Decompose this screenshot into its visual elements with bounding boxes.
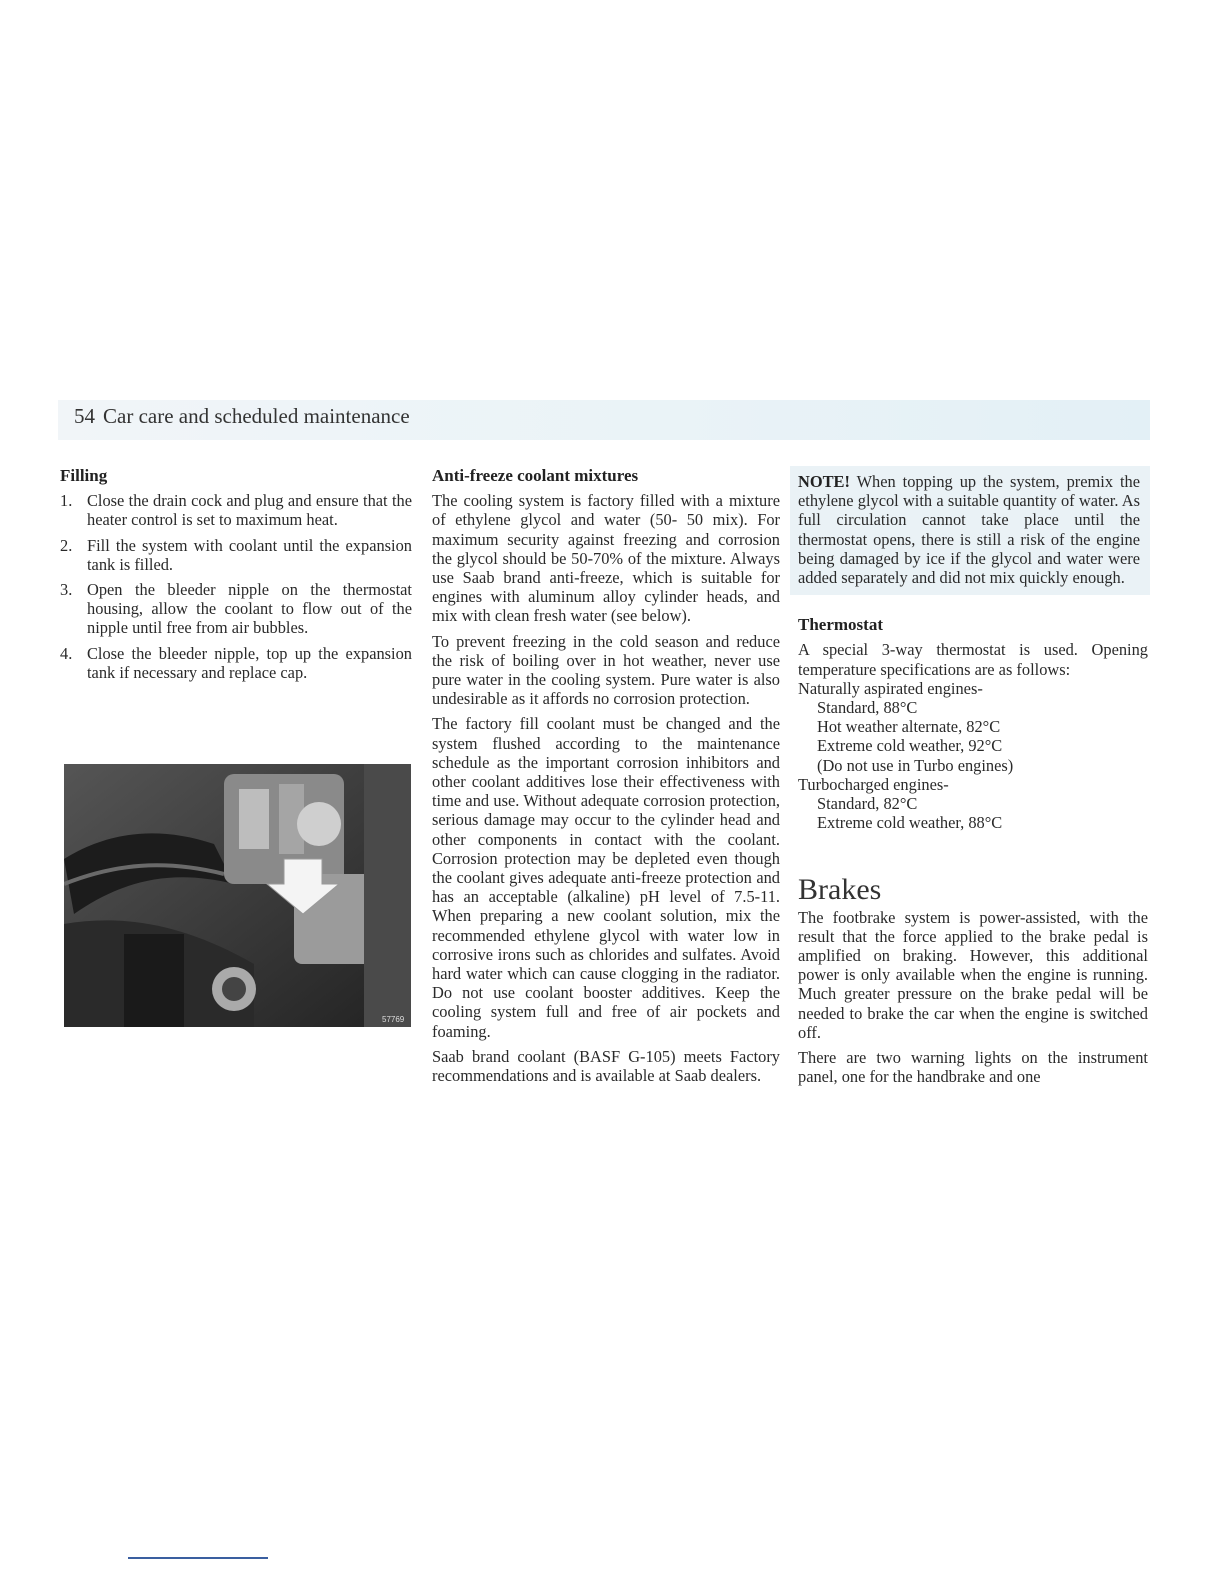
photo-code: 57769: [382, 1015, 405, 1024]
column-filling: [60, 466, 412, 688]
antifreeze-paragraph: The cooling system is factory filled with a mixture of ethylene glycol and water (50- 50 mix). For maximum security against freezing and corrosion the glycol should be 50-70% of the mixture. Always use Saab brand anti-freeze, which is suitable for engines with aluminum alloy cylinder heads, and mix with clean fresh water (see below).: [432, 491, 780, 626]
spec-group-title: Turbocharged engines-: [798, 774, 949, 794]
column-antifreeze: [432, 466, 780, 1091]
filling-heading: Filling: [60, 466, 108, 485]
brakes-paragraph: There are two warning lights on the instrument panel, one for the handbrake and one: [798, 1048, 1148, 1087]
spec-item: Standard, 88°C: [817, 698, 918, 718]
engine-photo: [64, 764, 411, 1027]
antifreeze-paragraph: To prevent freezing in the cold season and reduce the risk of boiling over in hot weather, never use pure water in the cooling system. Pure water is also undesirable as it affords no corrosion protection.: [432, 631, 780, 709]
antifreeze-paragraph: The factory fill coolant must be changed and the system flushed according to the maintenance schedule as the important corrosion inhibitors and other coolant additives lose their effectiveness with time and use. Without adequate corrosion protection, serious damage may occur to the cylinder head and other components in contact with the coolant. Corrosion protection may be depleted even though the coolant gives adequate anti-freeze protection and has an acceptable (alkaline) pH level of 7.5-11. When preparing a new coolant solution, mix the recommended ethylene glycol with water low in corrosive irons such as chlorides and sulfates. Avoid hard water which can cause clogging in the radiator. Do not use coolant booster additives. Keep the cooling system full and free of air pockets and foaming.: [432, 714, 780, 1041]
note-label: NOTE!: [798, 472, 850, 491]
antifreeze-heading: Anti-freeze coolant mixtures: [432, 466, 639, 485]
step-number: 3.: [60, 580, 73, 600]
brakes-paragraph: The footbrake system is power-assisted, with the result that the force applied to the brake pedal is amplified on braking. However, this additional power is only available when the engine is running. Much greater pressure on the brake pedal will be needed to brake the car when the engine is switched off.: [798, 907, 1148, 1042]
filling-step: [60, 536, 412, 574]
note-box: [790, 466, 1150, 595]
filling-step: [60, 491, 412, 529]
step-text: Fill the system with coolant until the expansion tank is filled.: [87, 535, 412, 574]
note-text: When topping up the system, premix the ethylene glycol with a suitable quantity of water. As full circulation cannot take place until the thermostat opens, there is still a risk of the engine being damaged by ice if the glycol and water were added separately and did not mix quickly enough.: [798, 472, 1140, 588]
spec-item: Hot weather alternate, 82°C: [817, 717, 1001, 737]
spec-item: Standard, 82°C: [817, 794, 918, 814]
filling-step: [60, 580, 412, 638]
filling-steps: [60, 491, 412, 682]
filling-step: [60, 644, 412, 682]
column-thermostat-brakes: [798, 474, 1148, 1092]
spec-item: Extreme cold weather, 92°C: [817, 736, 1003, 756]
spec-item: (Do not use in Turbo engines): [817, 755, 1014, 775]
step-text: Close the bleeder nipple, top up the expansion tank if necessary and replace cap.: [87, 643, 412, 682]
thermostat-intro: A special 3-way thermostat is used. Opening temperature specifications are as follows:: [798, 640, 1148, 679]
footer-rule: [128, 1557, 268, 1559]
step-text: Close the drain cock and plug and ensure that the heater control is set to maximum heat.: [87, 491, 412, 530]
antifreeze-paragraph: Saab brand coolant (BASF G-105) meets Factory recommendations and is available at Saab dealers.: [432, 1046, 780, 1086]
thermostat-heading: Thermostat: [798, 615, 883, 635]
chapter-title: Car care and scheduled maintenance: [103, 404, 410, 428]
page-header: [74, 404, 410, 429]
step-number: 2.: [60, 535, 73, 555]
brakes-heading: Brakes: [798, 873, 882, 907]
page-number: 54: [74, 404, 95, 428]
step-number: 1.: [60, 491, 73, 511]
note-paragraph: [798, 472, 1140, 587]
step-text: Open the bleeder nipple on the thermostat housing, allow the coolant to flow out of the nipple until free from air bubbles.: [87, 580, 412, 638]
spec-group-title: Naturally aspirated engines-: [798, 678, 983, 698]
step-number: 4.: [60, 643, 73, 663]
spec-item: Extreme cold weather, 88°C: [817, 813, 1003, 833]
